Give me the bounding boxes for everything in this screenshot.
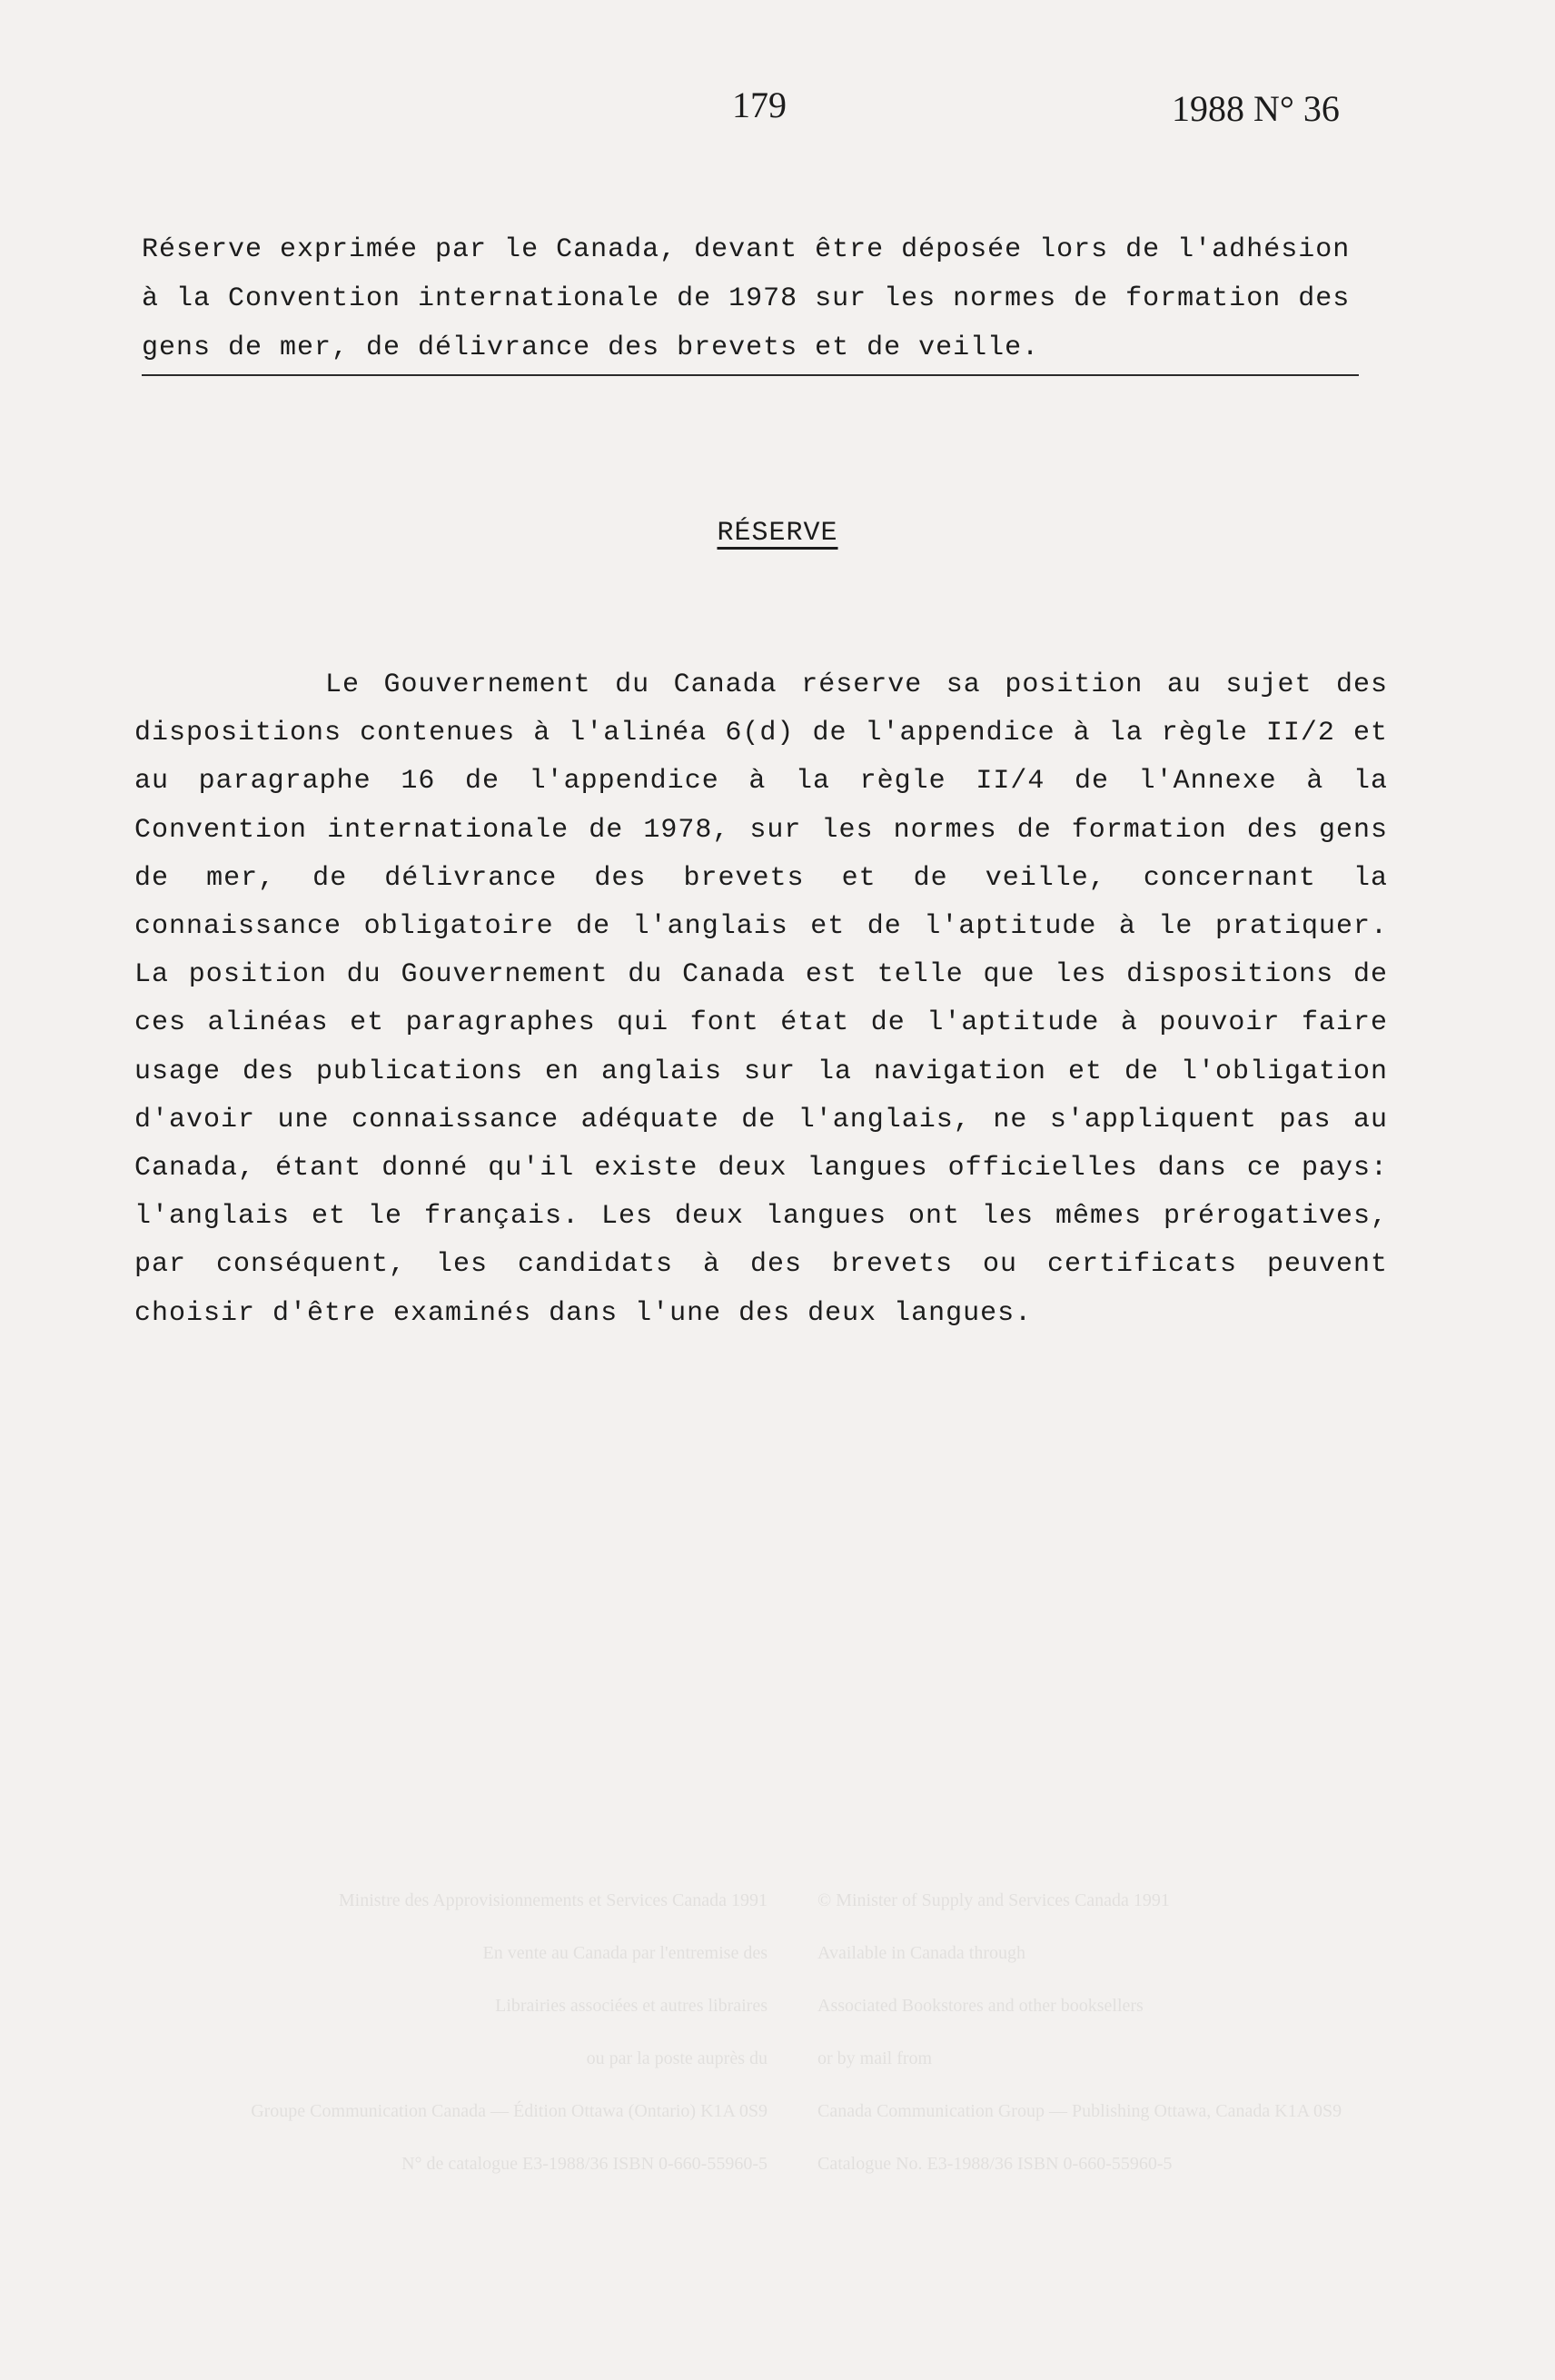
- colophon-line: En vente au Canada par l'entremise des: [482, 1943, 768, 1963]
- faded-colophon: [91, 1871, 1381, 2344]
- colophon-line: Associated Bookstores and other booksellers: [817, 1996, 1144, 2016]
- colophon-line: Ministre des Approvisionnements et Services Canada 1991: [338, 1890, 768, 1910]
- colophon-line: Groupe Communication Canada — Édition Ottawa (Ontario) K1A 0S9: [251, 2101, 768, 2121]
- colophon-line: © Minister of Supply and Services Canada 1991: [817, 1890, 1170, 1910]
- reservation-text: Le Gouvernement du Canada réserve sa position au sujet des dispositions contenues à l'alinéa 6(d) de l'appendice à la règle II/2 et au paragraphe 16 de l'appendice à la règle II/4 de l'Annexe à la Convention internationale de 1978, sur les normes de formation des gens de mer, de délivrance des brevets et de veille, concernant la connaissance obligatoire de l'anglais et de l'aptitude à le pratiquer. La position du Gouvernement du Canada est telle que les dispositions de ces alinéas et paragraphes qui font état de l'aptitude à pouvoir faire usage des publications en anglais sur la navigation et de l'obligation d'avoir une connaissance adéquate de l'anglais, ne s'appliquent pas au Canada, étant donné qu'il existe deux langues officielles dans ce pays: l'anglais et le français. Les deux langues ont les mêmes prérogatives, par conséquent, les candidats à des brevets ou certificats peuvent choisir d'être examinés dans l'une des deux langues.: [134, 669, 1388, 1329]
- page-number: 179: [732, 84, 787, 125]
- colophon-line: or by mail from: [817, 2048, 933, 2068]
- colophon-line: Catalogue No. E3-1988/36 ISBN 0-660-55960-5: [817, 2154, 1173, 2174]
- document-heading: Réserve exprimée par le Canada, devant être déposée lors de l'adhésion à la Convention internationale de 1978 sur les normes de formation des gens de mer, de délivrance des brevets et de veille.: [142, 225, 1359, 376]
- colophon-line: ou par la poste auprès du: [586, 2048, 768, 2068]
- page-header: [0, 84, 1555, 138]
- colophon-line: Librairies associées et autres libraires: [495, 1996, 768, 2016]
- section-title: RÉSERVE: [717, 518, 838, 549]
- issue-number: 1988 N° 36: [1172, 88, 1340, 129]
- colophon-english: [817, 1889, 1381, 2206]
- colophon-french: [91, 1889, 768, 2206]
- colophon-line: Canada Communication Group — Publishing Ottawa, Canada K1A 0S9: [817, 2101, 1342, 2121]
- colophon-line: N° de catalogue E3-1988/36 ISBN 0-660-55960-5: [401, 2154, 768, 2174]
- colophon-line: Available in Canada through: [817, 1943, 1026, 1963]
